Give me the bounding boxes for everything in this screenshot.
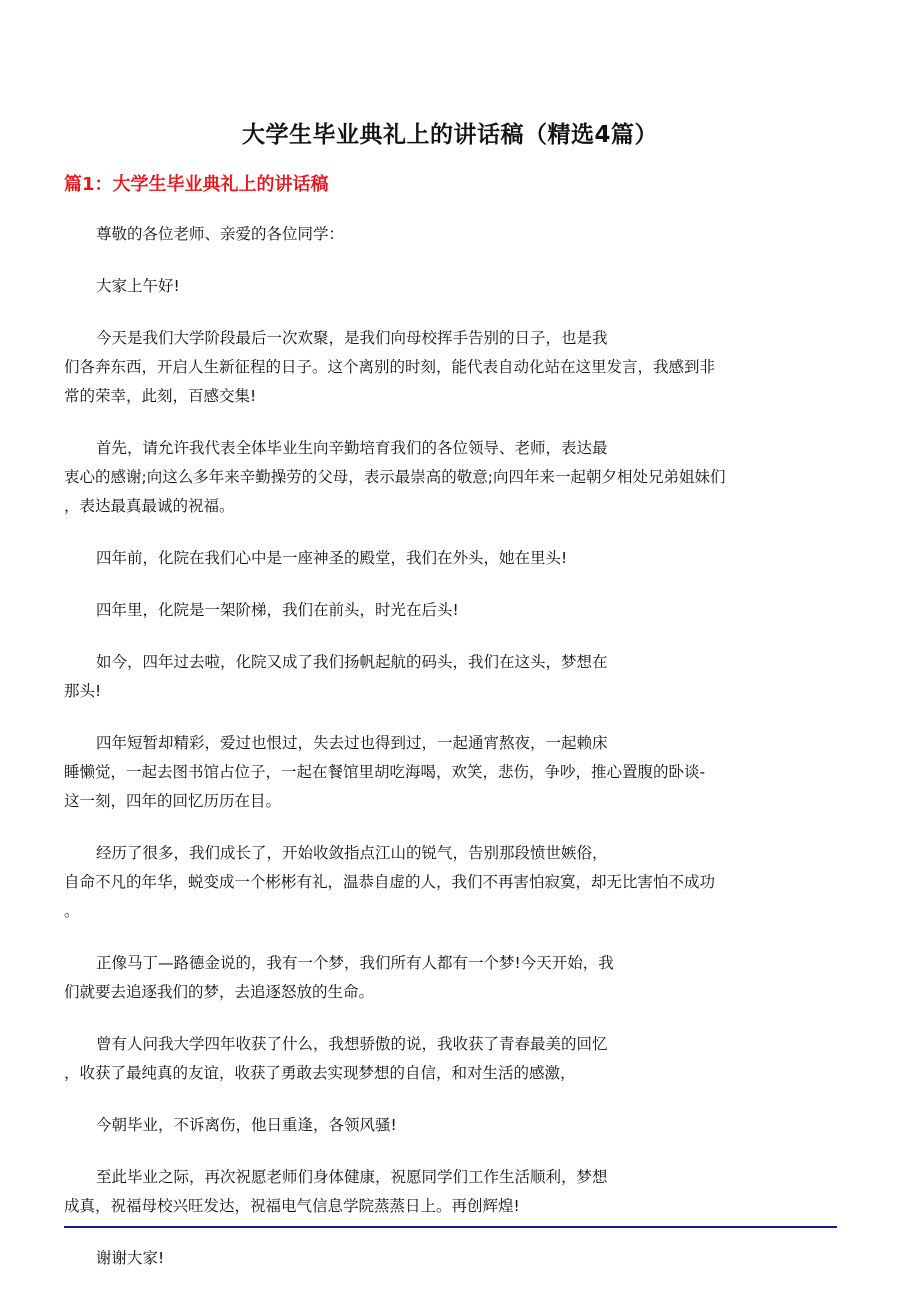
paragraph-line: 经历了很多，我们成长了，开始收敛指点江山的锐气，告别那段愤世嫉俗，	[96, 844, 608, 862]
paragraph-line: 睡懒觉，一起去图书馆占位子，一起在餐馆里胡吃海喝，欢笑，悲伤，争吵，推心置腹的卧谈-	[64, 763, 706, 781]
paragraph-four-years-in	[64, 596, 840, 625]
paragraph-graduation	[64, 1111, 840, 1140]
paragraph-line: 衷心的感谢;向这么多年来辛勤操劳的父母，表示最崇高的敬意;向四年来一起朝夕相处兄弟姐妹们	[64, 468, 726, 486]
paragraph-line: 四年前，化院在我们心中是一座神圣的殿堂，我们在外头，她在里头!	[96, 549, 568, 567]
paragraph-line: 四年短暂却精彩，爱过也恨过，失去过也得到过，一起通宵熬夜，一起赖床	[96, 734, 608, 752]
paragraph-line: 们就要去追逐我们的梦，去追逐怒放的生命。	[64, 983, 375, 1001]
paragraph-line: 今天是我们大学阶段最后一次欢聚，是我们向母校挥手告别的日子，也是我	[96, 329, 608, 347]
document-body	[64, 220, 840, 1296]
paragraph-line: 曾有人问我大学四年收获了什么，我想骄傲的说，我收获了青春最美的回忆	[96, 1035, 608, 1053]
document-title: 大学生毕业典礼上的讲话稿（精选4篇）	[241, 122, 658, 148]
paragraph-line: 大家上午好!	[96, 277, 180, 295]
paragraph-line: 。	[64, 902, 80, 920]
paragraph-line: ，收获了最纯真的友谊，收获了勇敢去实现梦想的自信，和对生活的感激，	[64, 1064, 576, 1082]
paragraph-line: 如今，四年过去啦，化院又成了我们扬帆起航的码头，我们在这头，梦想在	[96, 653, 608, 671]
paragraph-salutation	[64, 220, 840, 249]
paragraph-memories	[64, 729, 840, 816]
section-heading: 篇1：大学生毕业典礼上的讲话稿	[64, 174, 329, 195]
paragraph-now	[64, 648, 840, 706]
paragraph-line: 至此毕业之际，再次祝愿老师们身体健康，祝愿同学们工作生活顺利，梦想	[96, 1168, 608, 1186]
paragraph-line: 那头!	[64, 682, 102, 700]
paragraph-line: 成真，祝福母校兴旺发达，祝福电气信息学院蒸蒸日上。再创辉煌!	[64, 1197, 520, 1215]
paragraph-line: 谢谢大家!	[96, 1249, 165, 1267]
footer-divider	[64, 1226, 837, 1228]
paragraph-greeting	[64, 272, 840, 301]
paragraph-line: 尊敬的各位老师、亲爱的各位同学：	[96, 225, 345, 243]
paragraph-wishes	[64, 1163, 840, 1221]
paragraph-growth	[64, 839, 840, 926]
paragraph-line: 正像马丁—路德金说的，我有一个梦，我们所有人都有一个梦!今天开始，我	[96, 954, 614, 972]
paragraph-thanks	[64, 434, 840, 521]
paragraph-farewell	[64, 324, 840, 411]
paragraph-four-years-ago	[64, 544, 840, 573]
paragraph-dream	[64, 949, 840, 1007]
paragraph-closing	[64, 1244, 840, 1273]
paragraph-line: 这一刻，四年的回忆历历在目。	[64, 792, 282, 810]
paragraph-harvest	[64, 1030, 840, 1088]
paragraph-line: ，表达最真最诚的祝福。	[64, 497, 235, 515]
paragraph-line: 常的荣幸，此刻，百感交集!	[64, 387, 257, 405]
paragraph-line: 今朝毕业，不诉离伤，他日重逢，各领风骚!	[96, 1116, 397, 1134]
paragraph-line: 自命不凡的年华，蜕变成一个彬彬有礼，温恭自虚的人，我们不再害怕寂寞，却无比害怕不成功	[64, 873, 716, 891]
paragraph-line: 们各奔东西，开启人生新征程的日子。这个离别的时刻，能代表自动化站在这里发言，我感到非	[64, 358, 716, 376]
paragraph-line: 四年里，化院是一架阶梯，我们在前头，时光在后头!	[96, 601, 459, 619]
paragraph-line: 首先，请允许我代表全体毕业生向辛勤培育我们的各位领导、老师，表达最	[96, 439, 608, 457]
